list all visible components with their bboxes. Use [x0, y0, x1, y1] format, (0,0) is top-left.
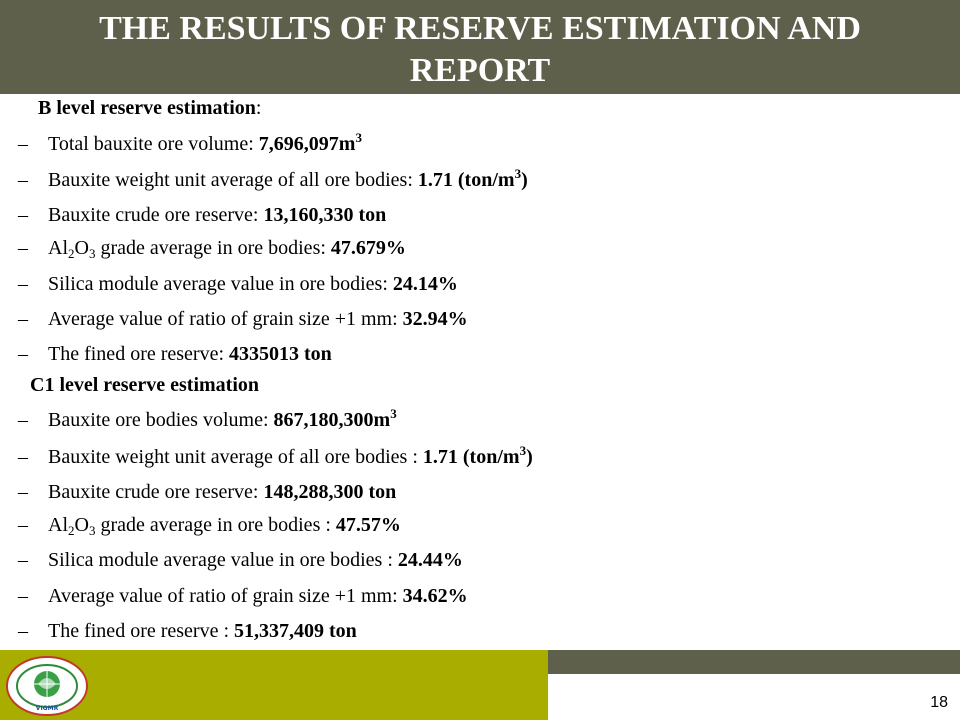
bullet-dash: –: [18, 273, 28, 295]
bullet-dash: –: [18, 620, 28, 642]
list-item: – Bauxite weight unit average of all ore bodies : 1.71 $(ton/m^3)$: [18, 443, 533, 468]
slide-title: [0, 8, 960, 92]
section-b-heading: B level reserve estimation:: [38, 97, 262, 119]
list-item: – Bauxite crude ore reserve: 148,288,300 ton: [18, 481, 397, 503]
bullet-dash: –: [18, 481, 28, 503]
page-number: 18: [930, 694, 948, 711]
bullet-dash: –: [18, 409, 28, 431]
title-line-2: REPORT: [409, 52, 551, 89]
list-item: – $Al_2O_3$ grade average in ore bodies : 47.57%: [18, 514, 401, 538]
bullet-dash: –: [18, 446, 28, 468]
bullet-dash: –: [18, 308, 28, 330]
list-item: – Bauxite ore bodies volume: $867,180,300m^3$: [18, 406, 397, 431]
bullet-dash: –: [18, 514, 28, 536]
bullet-dash: –: [18, 343, 28, 365]
list-item: – Total bauxite ore volume: $7,696,097m^3$: [18, 130, 362, 155]
footer-accent-bar: [548, 650, 960, 674]
bullet-dash: –: [18, 204, 28, 226]
section-c1-heading: C1 level reserve estimation: [30, 374, 259, 396]
bullet-dash: –: [18, 585, 28, 607]
list-item: – $Al_2O_3$ grade average in ore bodies: 47.679%: [18, 237, 406, 261]
list-item: – The fined ore reserve : 51,337,409 ton: [18, 620, 357, 642]
title-line-1: THE RESULTS OF RESERVE ESTIMATION AND: [99, 10, 861, 47]
list-item: – Bauxite weight unit average of all ore bodies: 1.71 $(ton/m^3)$: [18, 166, 528, 191]
bullet-dash: –: [18, 133, 28, 155]
list-item: – Silica module average value in ore bodies: 24.14%: [18, 273, 458, 295]
list-item: – Bauxite crude ore reserve: 13,160,330 ton: [18, 204, 387, 226]
bullet-dash: –: [18, 169, 28, 191]
list-item: – The fined ore reserve: 4335013 ton: [18, 343, 332, 365]
bullet-dash: –: [18, 549, 28, 571]
list-item: – Average value of ratio of grain size +1 mm: 34.62%: [18, 585, 468, 607]
logo-text: VIGMR: [35, 705, 59, 712]
footer-page-area: [548, 674, 960, 720]
list-item: – Average value of ratio of grain size +1 mm: 32.94%: [18, 308, 468, 330]
vigmr-logo-icon: [4, 654, 90, 718]
list-item: – Silica module average value in ore bodies : 24.44%: [18, 549, 463, 571]
bullet-dash: –: [18, 237, 28, 259]
